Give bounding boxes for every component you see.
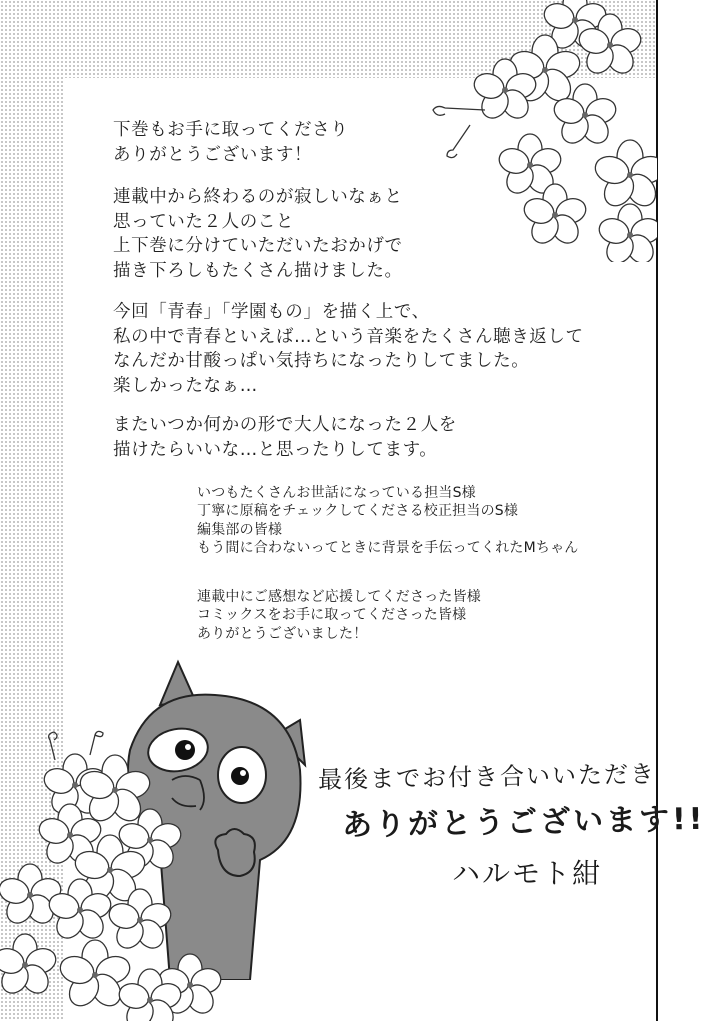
credit-line: いつもたくさんお世話になっている担当S様 bbox=[197, 485, 476, 501]
message-line: 楽しかったなぁ… bbox=[113, 375, 258, 396]
page-margin bbox=[658, 0, 720, 1021]
credit-line: 連載中にご感想など応援してくださった皆様 bbox=[197, 589, 481, 605]
message-line: 上下巻に分けていただいたおかげで bbox=[113, 236, 403, 256]
cherry-blossom-cluster-icon bbox=[425, 0, 657, 262]
message-paragraph-1 bbox=[113, 118, 348, 167]
message-paragraph-4 bbox=[113, 413, 457, 462]
credit-line: コミックスをお手に取ってくださった皆様 bbox=[197, 607, 467, 624]
credits-block-1 bbox=[197, 484, 578, 557]
message-paragraph-3 bbox=[113, 300, 584, 398]
message-paragraph-2 bbox=[113, 185, 403, 283]
handwritten-thanks-line-2: ありがとうございます!! bbox=[341, 801, 706, 844]
credit-line: もう間に合わないってときに背景を手伝ってくれたMちゃん bbox=[197, 539, 579, 556]
author-signature: ハルモト紺 bbox=[452, 857, 603, 890]
message-line: 今回「青春」「学園もの」を描く上で、 bbox=[113, 302, 430, 322]
credit-line: ありがとうございました！ bbox=[197, 625, 368, 642]
credit-line: 編集部の皆様 bbox=[197, 521, 283, 538]
message-line: 下巻もお手に取ってくださり bbox=[113, 120, 349, 140]
credit-line: 丁寧に原稿をチェックしてくださる校正担当のS様 bbox=[197, 503, 519, 520]
message-line: なんだか甘酸っぱい気持ちになったりしてました。 bbox=[113, 351, 530, 371]
message-line: またいつか何かの形で大人になった２人を bbox=[113, 415, 457, 435]
message-line: 描けたらいいな…と思ったりしてます。 bbox=[113, 439, 438, 460]
credits-block-2 bbox=[197, 588, 481, 643]
handwritten-thanks-line-1: 最後までお付き合いいただき bbox=[317, 760, 657, 794]
message-line: 描き下ろしもたくさん描けました。 bbox=[113, 260, 403, 281]
message-line: ありがとうございます！ bbox=[113, 144, 313, 165]
message-line: 連載中から終わるのが寂しいなぁと bbox=[113, 187, 403, 207]
cherry-blossom-bouquet-icon bbox=[0, 730, 240, 1021]
message-line: 思っていた２人のこと bbox=[113, 211, 294, 232]
message-line: 私の中で青春といえば…という音楽をたくさん聴き返して bbox=[113, 326, 584, 347]
